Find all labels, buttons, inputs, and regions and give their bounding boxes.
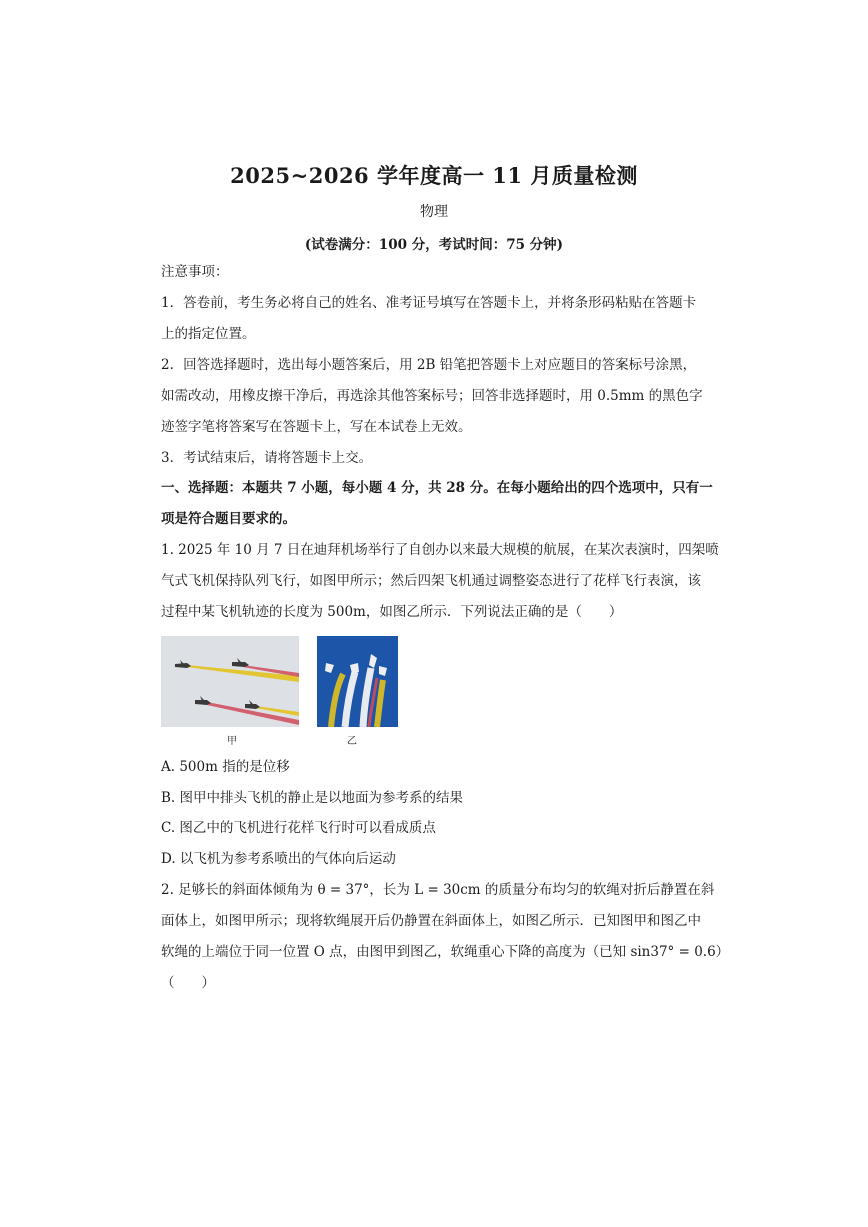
figure-a-formation-jets: [161, 636, 299, 727]
question-1-line-2: 气式飞机保持队列飞行，如图甲所示；然后四架飞机通过调整姿态进行了花样飞行表演，该: [161, 573, 701, 589]
figure-b-aerobatic-jets: [317, 636, 398, 727]
notice-item-3: 3．考试结束后，请将答题卡上交。: [161, 450, 373, 466]
section-heading-line-1: 一、选择题：本题共 7 小题，每小题 4 分，共 28 分。在每小题给出的四个选项中，只有一: [161, 480, 713, 496]
question-1-line-3: 过程中某飞机轨迹的长度为 500m，如图乙所示．下列说法正确的是（ ）: [161, 604, 623, 620]
notice-item-1-line-1: 1．答卷前，考生务必将自己的姓名、准考证号填写在答题卡上，并将条形码粘贴在答题卡: [161, 295, 697, 311]
exam-meta: (试卷满分：100 分，考试时间：75 分钟): [304, 237, 564, 253]
question-1-option-d: D. 以飞机为参考系喷出的气体向后运动: [161, 851, 396, 867]
question-1-option-b: B. 图甲中排头飞机的静止是以地面为参考系的结果: [161, 790, 464, 806]
figure-b-label: 乙: [347, 736, 357, 747]
notice-heading: 注意事项：: [161, 264, 229, 280]
notice-item-1-line-2: 上的指定位置。: [161, 326, 256, 342]
question-1-option-a: A. 500m 指的是位移: [161, 759, 290, 775]
question-2-line-3: 软绳的上端位于同一位置 O 点，由图甲到图乙，软绳重心下降的高度为（已知 sin37° = 0.6）: [161, 944, 730, 960]
notice-item-2-line-1: 2．回答选择题时，选出每小题答案后，用 2B 铅笔把答题卡上对应题目的答案标号涂黑，: [161, 357, 697, 373]
notice-item-2-line-2: 如需改动，用橡皮擦干净后，再选涂其他答案标号；回答非选择题时，用 0.5mm 的黑色字: [161, 388, 703, 404]
question-1-line-1: 1. 2025 年 10 月 7 日在迪拜机场举行了自创办以来最大规模的航展，在某次表演时，四架喷: [161, 542, 719, 558]
question-1-option-c: C. 图乙中的飞机进行花样飞行时可以看成质点: [161, 820, 436, 836]
question-2-line-2: 面体上，如图甲所示；现将软绳展开后仍静置在斜面体上，如图乙所示．已知图甲和图乙中: [161, 913, 701, 929]
figure-a-label: 甲: [227, 736, 237, 747]
question-2-line-4: （ ）: [161, 975, 215, 991]
notice-item-2-line-3: 迹签字笔将答案写在答题卡上，写在本试卷上无效。: [161, 419, 472, 435]
figure-b-image: [317, 636, 398, 727]
exam-title: 2025~2026 学年度高一 11 月质量检测: [230, 163, 638, 188]
section-heading-line-2: 项是符合题目要求的。: [161, 511, 296, 527]
subject-label: 物理: [420, 204, 448, 220]
question-2-line-1: 2. 足够长的斜面体倾角为 θ = 37°，长为 L = 30cm 的质量分布均匀的软绳对折后静置在斜: [161, 882, 715, 898]
figure-a-image: [161, 636, 299, 727]
